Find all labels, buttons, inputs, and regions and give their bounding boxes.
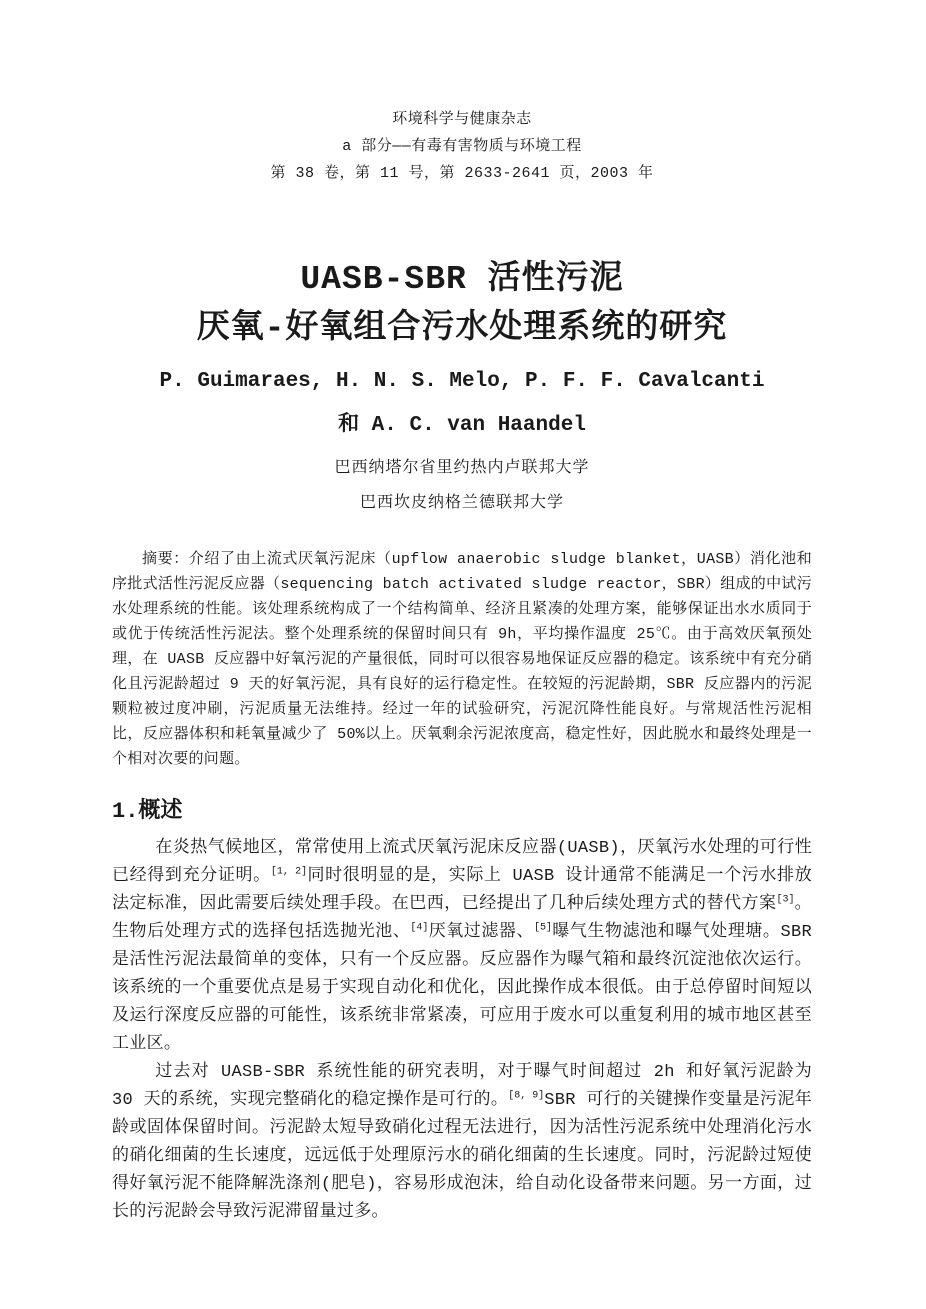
authors-line2: 和 A. C. van Haandel <box>338 414 586 437</box>
paper-title-line2: 厌氧-好氧组合污水处理系统的研究 <box>196 310 728 347</box>
section-1-paragraph-1: 在炎热气候地区，常常使用上流式厌氧污泥床反应器(UASB)，厌氧污水处理的可行性已经得到充分证明。[1, 2]同时很明显的是，实际上 UASB 设计通常不能满足一个污水排放法定标准，因此需要后续处理手段。在巴西，已经提出了几种后续处理方式的替代方案[3]。生物后处理方式的选择包括选抛光池、[4]厌氧过滤器、[5]曝气生物滤池和曝气处理塘。SBR 是活性污泥法最简单的变体，只有一个反应器。反应器作为曝气箱和最终沉淀池依次运行。该系统的一个重要优点是易于实现自动化和优化，因此操作成本很低。由于总停留时间短以及运行深度反应器的可能性，该系统非常紧凑，可应用于废水可以重复利用的城市地区甚至工业区。 <box>112 839 812 1054</box>
journal-header <box>112 106 812 187</box>
citation-superscript: [3] <box>776 894 795 906</box>
section-1-paragraph-2: 过去对 UASB-SBR 系统性能的研究表明，对于曝气时间超过 2h 和好氧污泥龄为 30 天的系统，实现完整硝化的稳定操作是可行的。[8, 9]SBR 可行的关键操作变量是污泥年龄或固体保留时间。污泥龄太短导致硝化过程无法进行，因为活性污泥系统中处理消化污水的硝化细菌的生长速度，远远低于处理原污水的硝化细菌的生长速度。同时，污泥龄过短使得好氧污泥不能降解洗涤剂(肥皂)，容易形成泡沫，给自动化设备带来问题。另一方面，过长的污泥龄会导致污泥滞留量过多。 <box>112 1063 813 1222</box>
abstract-paragraph: 摘要：介绍了由上流式厌氧污泥床（upflow anaerobic sludge blanket，UASB）消化池和序批式活性污泥反应器（sequencing batch activated sludge reactor，SBR）组成的中试污水处理系统的性能。该处理系统构成了一个结构简单、经济且紧凑的处理方案，能够保证出水水质同于或优于传统活性污泥法。整个处理系统的保留时间只有 9h，平均操作温度 25℃。由于高效厌氧预处理，在 UASB 反应器中好氧污泥的产量很低，同时可以很容易地保证反应器的稳定。该系统中有充分硝化且污泥龄超过 9 天的好氧污泥，具有良好的运行稳定性。在较短的污泥龄期，SBR 反应器内的污泥颗粒被过度冲刷，污泥质量无法维持。经过一年的试验研究，污泥沉降性能良好。与常规活性污泥相比，反应器体积和耗氧量减少了 50%以上。厌氧剩余污泥浓度高，稳定性好，因此脱水和最终处理是一个相对次要的问题。 <box>112 551 812 768</box>
citation-superscript: [4] <box>410 922 429 934</box>
paper-title <box>112 255 812 353</box>
affiliation-1: 巴西纳塔尔省里约热内卢联邦大学 <box>334 459 590 477</box>
authors-line1: P. Guimaraes, H. N. S. Melo, P. F. F. Cavalcanti <box>159 370 765 393</box>
citation-superscript: [8, 9] <box>508 1090 545 1102</box>
page-content <box>112 0 812 1227</box>
affiliation-2: 巴西坎皮纳格兰德联邦大学 <box>359 494 564 512</box>
citation-superscript: [1, 2] <box>270 866 308 878</box>
section-1-heading: 1.概述 <box>112 799 183 824</box>
journal-issue: 第 38 卷，第 11 号，第 2633-2641 页，2003 年 <box>270 165 654 182</box>
paper-title-line1: UASB-SBR 活性污泥 <box>300 261 624 298</box>
journal-title: 环境科学与健康杂志 <box>392 111 532 128</box>
citation-superscript: [5] <box>534 922 553 934</box>
journal-part: a 部分——有毒有害物质与环境工程 <box>342 138 582 155</box>
